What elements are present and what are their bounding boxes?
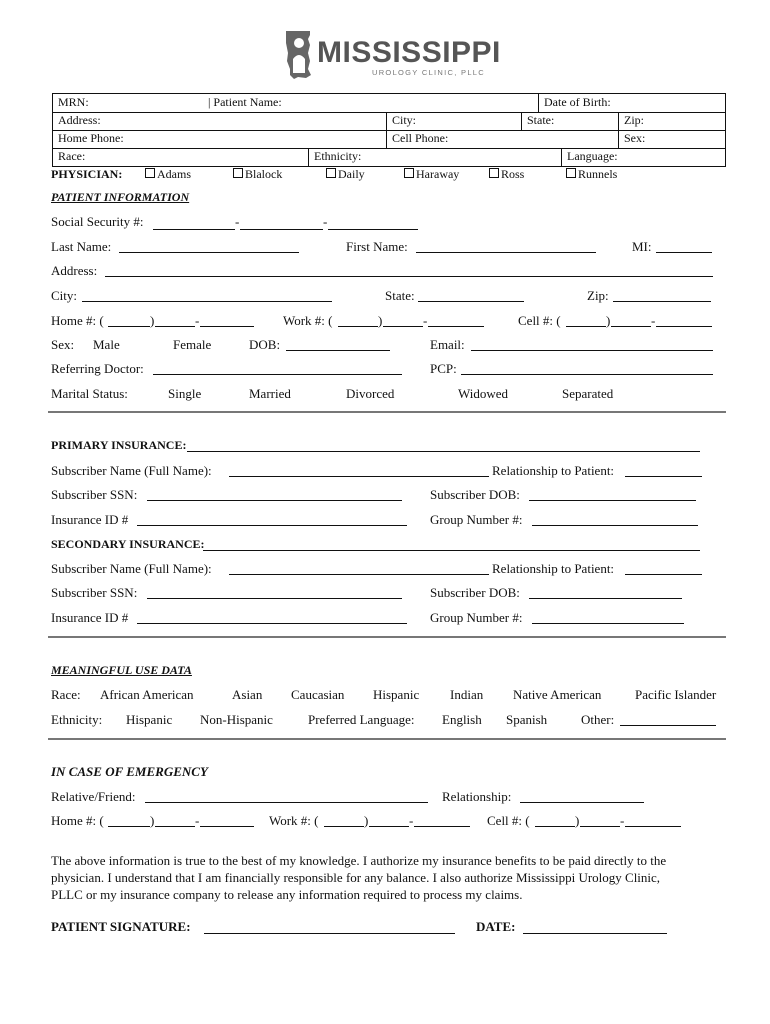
other-language-input[interactable] bbox=[620, 725, 716, 726]
dob-input[interactable] bbox=[286, 350, 390, 351]
secondary-insurance-input[interactable] bbox=[203, 550, 700, 551]
primary-insurance-label: PRIMARY INSURANCE: bbox=[51, 438, 187, 452]
sex-option-male[interactable]: Male bbox=[93, 337, 120, 352]
first-name-input[interactable] bbox=[416, 252, 596, 253]
secondary-group-number-input[interactable] bbox=[532, 623, 684, 624]
primary-subscriber-ssn-label: Subscriber SSN: bbox=[51, 487, 138, 502]
emergency-home-prefix[interactable] bbox=[155, 826, 195, 827]
consent-line-3: PLLC or my insurance company to release any information required to process my claims. bbox=[51, 887, 523, 902]
ssn-part-2[interactable] bbox=[240, 229, 323, 230]
emergency-work-paren: ) bbox=[364, 813, 369, 828]
primary-relationship-input[interactable] bbox=[625, 476, 702, 477]
cell-phone-label: Cell #: ( bbox=[518, 313, 561, 328]
ethnicity-option-non-hispanic[interactable]: Non-Hispanic bbox=[200, 712, 273, 727]
secondary-subscriber-name-label: Subscriber Name (Full Name): bbox=[51, 561, 212, 576]
emergency-relationship-input[interactable] bbox=[520, 802, 644, 803]
language-field[interactable]: Language: bbox=[561, 148, 725, 166]
primary-group-number-input[interactable] bbox=[532, 525, 698, 526]
sex-label: Sex: bbox=[51, 337, 75, 352]
secondary-group-number-label: Group Number #: bbox=[430, 610, 523, 625]
checkbox-icon bbox=[326, 168, 336, 178]
home-line[interactable] bbox=[200, 326, 254, 327]
ethnicity-field[interactable]: Ethnicity: bbox=[308, 148, 561, 166]
emergency-home-area-code[interactable] bbox=[108, 826, 150, 827]
primary-group-number-label: Group Number #: bbox=[430, 512, 523, 527]
mississippi-state-icon bbox=[284, 29, 314, 81]
state-label: State: bbox=[385, 288, 415, 303]
sex-field[interactable]: Sex: bbox=[618, 130, 725, 148]
physician-option-adams[interactable]: Adams bbox=[145, 167, 191, 182]
home-paren: ) bbox=[150, 313, 155, 328]
consent-line-2: physician. I understand that I am financially responsible for any balance. I also authorize Mississippi Urology Clinic, bbox=[51, 870, 661, 885]
primary-subscriber-dob-input[interactable] bbox=[529, 500, 696, 501]
patient-header-grid bbox=[52, 93, 726, 167]
zip-label: Zip: bbox=[587, 288, 609, 303]
state-field[interactable]: State: bbox=[521, 112, 618, 130]
referring-doctor-label: Referring Doctor: bbox=[51, 361, 144, 376]
marital-option-single[interactable]: Single bbox=[168, 386, 202, 401]
address-field[interactable]: Address: bbox=[58, 113, 101, 127]
primary-insurance-id-input[interactable] bbox=[137, 525, 407, 526]
race-option-asian[interactable]: Asian bbox=[232, 687, 263, 702]
logo-name: MISSISSIPPI bbox=[317, 36, 501, 69]
checkbox-icon bbox=[145, 168, 155, 178]
grid-row-1 bbox=[53, 94, 725, 113]
race-option-hispanic[interactable]: Hispanic bbox=[373, 687, 420, 702]
emergency-home-paren: ) bbox=[150, 813, 155, 828]
home-phone-label: Home #: ( bbox=[51, 313, 104, 328]
secondary-insurance-label: SECONDARY INSURANCE: bbox=[51, 537, 205, 551]
work-dash: - bbox=[423, 313, 428, 328]
race-option-pacific-islander[interactable]: Pacific Islander bbox=[635, 687, 717, 702]
mrn-field[interactable]: MRN: bbox=[58, 95, 89, 109]
home-phone-field[interactable]: Home Phone: bbox=[58, 131, 124, 145]
emergency-relationship-label: Relationship: bbox=[442, 789, 512, 804]
marital-option-divorced[interactable]: Divorced bbox=[346, 386, 395, 401]
relative-friend-input[interactable] bbox=[145, 802, 428, 803]
physician-option-haraway[interactable]: Haraway bbox=[404, 167, 459, 182]
ethnicity-label: Ethnicity: bbox=[51, 712, 103, 727]
race-field[interactable]: Race: bbox=[58, 149, 86, 163]
city-input[interactable] bbox=[82, 301, 332, 302]
work-phone-label: Work #: ( bbox=[283, 313, 333, 328]
sex-option-female[interactable]: Female bbox=[173, 337, 212, 352]
section-divider-3 bbox=[48, 738, 726, 740]
primary-subscriber-dob-label: Subscriber DOB: bbox=[430, 487, 520, 502]
section-divider-2 bbox=[48, 636, 726, 638]
home-dash: - bbox=[195, 313, 200, 328]
ssn-dash-1: - bbox=[235, 214, 240, 229]
address-label: Address: bbox=[51, 263, 98, 278]
physician-option-ross[interactable]: Ross bbox=[489, 167, 524, 182]
cell-prefix[interactable] bbox=[611, 326, 651, 327]
secondary-insurance-id-label: Insurance ID # bbox=[51, 610, 129, 625]
primary-subscriber-name-input[interactable] bbox=[229, 476, 489, 477]
secondary-subscriber-name-input[interactable] bbox=[229, 574, 489, 575]
secondary-relationship-input[interactable] bbox=[625, 574, 702, 575]
emergency-cell-prefix[interactable] bbox=[580, 826, 620, 827]
primary-insurance-input[interactable] bbox=[187, 451, 700, 452]
ssn-part-1[interactable] bbox=[153, 229, 235, 230]
pcp-input[interactable] bbox=[461, 374, 713, 375]
primary-relationship-label: Relationship to Patient: bbox=[492, 463, 615, 478]
city-field[interactable]: City: bbox=[386, 112, 521, 130]
emergency-cell-dash: - bbox=[620, 813, 625, 828]
ssn-label: Social Security #: bbox=[51, 214, 144, 229]
physician-label: PHYSICIAN: bbox=[51, 167, 123, 181]
secondary-relationship-label: Relationship to Patient: bbox=[492, 561, 615, 576]
secondary-subscriber-ssn-input[interactable] bbox=[147, 598, 402, 599]
race-option-caucasian[interactable]: Caucasian bbox=[291, 687, 345, 702]
consent-line-1: The above information is true to the best of my knowledge. I authorize my insurance benefits to be paid directly to the bbox=[51, 853, 667, 868]
first-name-label: First Name: bbox=[346, 239, 408, 254]
marital-option-married[interactable]: Married bbox=[249, 386, 291, 401]
secondary-subscriber-dob-input[interactable] bbox=[529, 598, 682, 599]
language-option-english[interactable]: English bbox=[442, 712, 482, 727]
email-input[interactable] bbox=[471, 350, 713, 351]
primary-insurance-id-label: Insurance ID # bbox=[51, 512, 129, 527]
secondary-insurance-id-input[interactable] bbox=[137, 623, 407, 624]
mi-input[interactable] bbox=[656, 252, 712, 253]
pcp-label: PCP: bbox=[430, 361, 457, 376]
emergency-heading: IN CASE OF EMERGENCY bbox=[51, 764, 208, 779]
emergency-work-prefix[interactable] bbox=[369, 826, 409, 827]
zip-field[interactable]: Zip: bbox=[618, 112, 725, 130]
ethnicity-option-hispanic[interactable]: Hispanic bbox=[126, 712, 173, 727]
preferred-language-label: Preferred Language: bbox=[308, 712, 415, 727]
other-language-label: Other: bbox=[581, 712, 615, 727]
cell-phone-field[interactable]: Cell Phone: bbox=[386, 130, 618, 148]
work-line[interactable] bbox=[428, 326, 484, 327]
signature-date-label: DATE: bbox=[476, 919, 516, 934]
emergency-work-area-code[interactable] bbox=[324, 826, 364, 827]
physician-option-runnels[interactable]: Runnels bbox=[566, 167, 617, 182]
secondary-subscriber-ssn-label: Subscriber SSN: bbox=[51, 585, 138, 600]
race-option-african-american[interactable]: African American bbox=[100, 687, 194, 702]
emergency-work-label: Work #: ( bbox=[269, 813, 319, 828]
signature-date-input[interactable] bbox=[523, 933, 667, 934]
checkbox-icon bbox=[404, 168, 414, 178]
patient-info-heading: PATIENT INFORMATION bbox=[51, 190, 190, 204]
zip-input[interactable] bbox=[613, 301, 711, 302]
email-label: Email: bbox=[430, 337, 465, 352]
emergency-cell-paren: ) bbox=[575, 813, 580, 828]
last-name-label: Last Name: bbox=[51, 239, 112, 254]
checkbox-icon bbox=[566, 168, 576, 178]
marital-option-widowed[interactable]: Widowed bbox=[458, 386, 509, 401]
work-prefix[interactable] bbox=[383, 326, 423, 327]
marital-option-separated[interactable]: Separated bbox=[562, 386, 614, 401]
emergency-work-dash: - bbox=[409, 813, 414, 828]
emergency-home-label: Home #: ( bbox=[51, 813, 104, 828]
race-label: Race: bbox=[51, 687, 81, 702]
dob-field[interactable]: Date of Birth: bbox=[538, 94, 725, 112]
physician-option-blalock[interactable]: Blalock bbox=[233, 167, 282, 182]
race-option-native-american[interactable]: Native American bbox=[513, 687, 602, 702]
city-label: City: bbox=[51, 288, 78, 303]
emergency-cell-area-code[interactable] bbox=[535, 826, 575, 827]
cell-paren: ) bbox=[606, 313, 611, 328]
patient-signature-input[interactable] bbox=[204, 933, 455, 934]
patient-signature-label: PATIENT SIGNATURE: bbox=[51, 919, 191, 934]
marital-status-label: Marital Status: bbox=[51, 386, 128, 401]
secondary-subscriber-dob-label: Subscriber DOB: bbox=[430, 585, 520, 600]
state-input[interactable] bbox=[418, 301, 524, 302]
grid-row-3 bbox=[53, 130, 725, 149]
relative-friend-label: Relative/Friend: bbox=[51, 789, 136, 804]
mi-label: MI: bbox=[632, 239, 652, 254]
primary-subscriber-ssn-input[interactable] bbox=[147, 500, 402, 501]
home-prefix[interactable] bbox=[155, 326, 195, 327]
home-area-code[interactable] bbox=[108, 326, 150, 327]
checkbox-icon bbox=[233, 168, 243, 178]
language-option-spanish[interactable]: Spanish bbox=[506, 712, 548, 727]
race-option-indian[interactable]: Indian bbox=[450, 687, 484, 702]
referring-doctor-input[interactable] bbox=[153, 374, 402, 375]
cell-line[interactable] bbox=[656, 326, 712, 327]
patient-name-field[interactable]: | Patient Name: bbox=[208, 95, 282, 109]
physician-option-daily[interactable]: Daily bbox=[326, 167, 365, 182]
work-paren: ) bbox=[378, 313, 383, 328]
emergency-home-line[interactable] bbox=[200, 826, 254, 827]
dob-label: DOB: bbox=[249, 337, 281, 352]
emergency-work-line[interactable] bbox=[414, 826, 470, 827]
grid-row-2 bbox=[53, 112, 725, 131]
section-divider-1 bbox=[48, 411, 726, 413]
logo-subtitle: UROLOGY CLINIC, PLLC bbox=[372, 68, 485, 77]
primary-subscriber-name-label: Subscriber Name (Full Name): bbox=[51, 463, 212, 478]
emergency-cell-line[interactable] bbox=[625, 826, 681, 827]
ssn-dash-2: - bbox=[323, 214, 328, 229]
emergency-cell-label: Cell #: ( bbox=[487, 813, 530, 828]
work-area-code[interactable] bbox=[338, 326, 378, 327]
grid-row-4 bbox=[53, 148, 725, 166]
meaningful-use-heading: MEANINGFUL USE DATA bbox=[51, 663, 192, 677]
address-input[interactable] bbox=[105, 276, 713, 277]
cell-dash: - bbox=[651, 313, 656, 328]
last-name-input[interactable] bbox=[119, 252, 299, 253]
cell-area-code[interactable] bbox=[566, 326, 606, 327]
checkbox-icon bbox=[489, 168, 499, 178]
emergency-home-dash: - bbox=[195, 813, 200, 828]
ssn-part-3[interactable] bbox=[328, 229, 418, 230]
